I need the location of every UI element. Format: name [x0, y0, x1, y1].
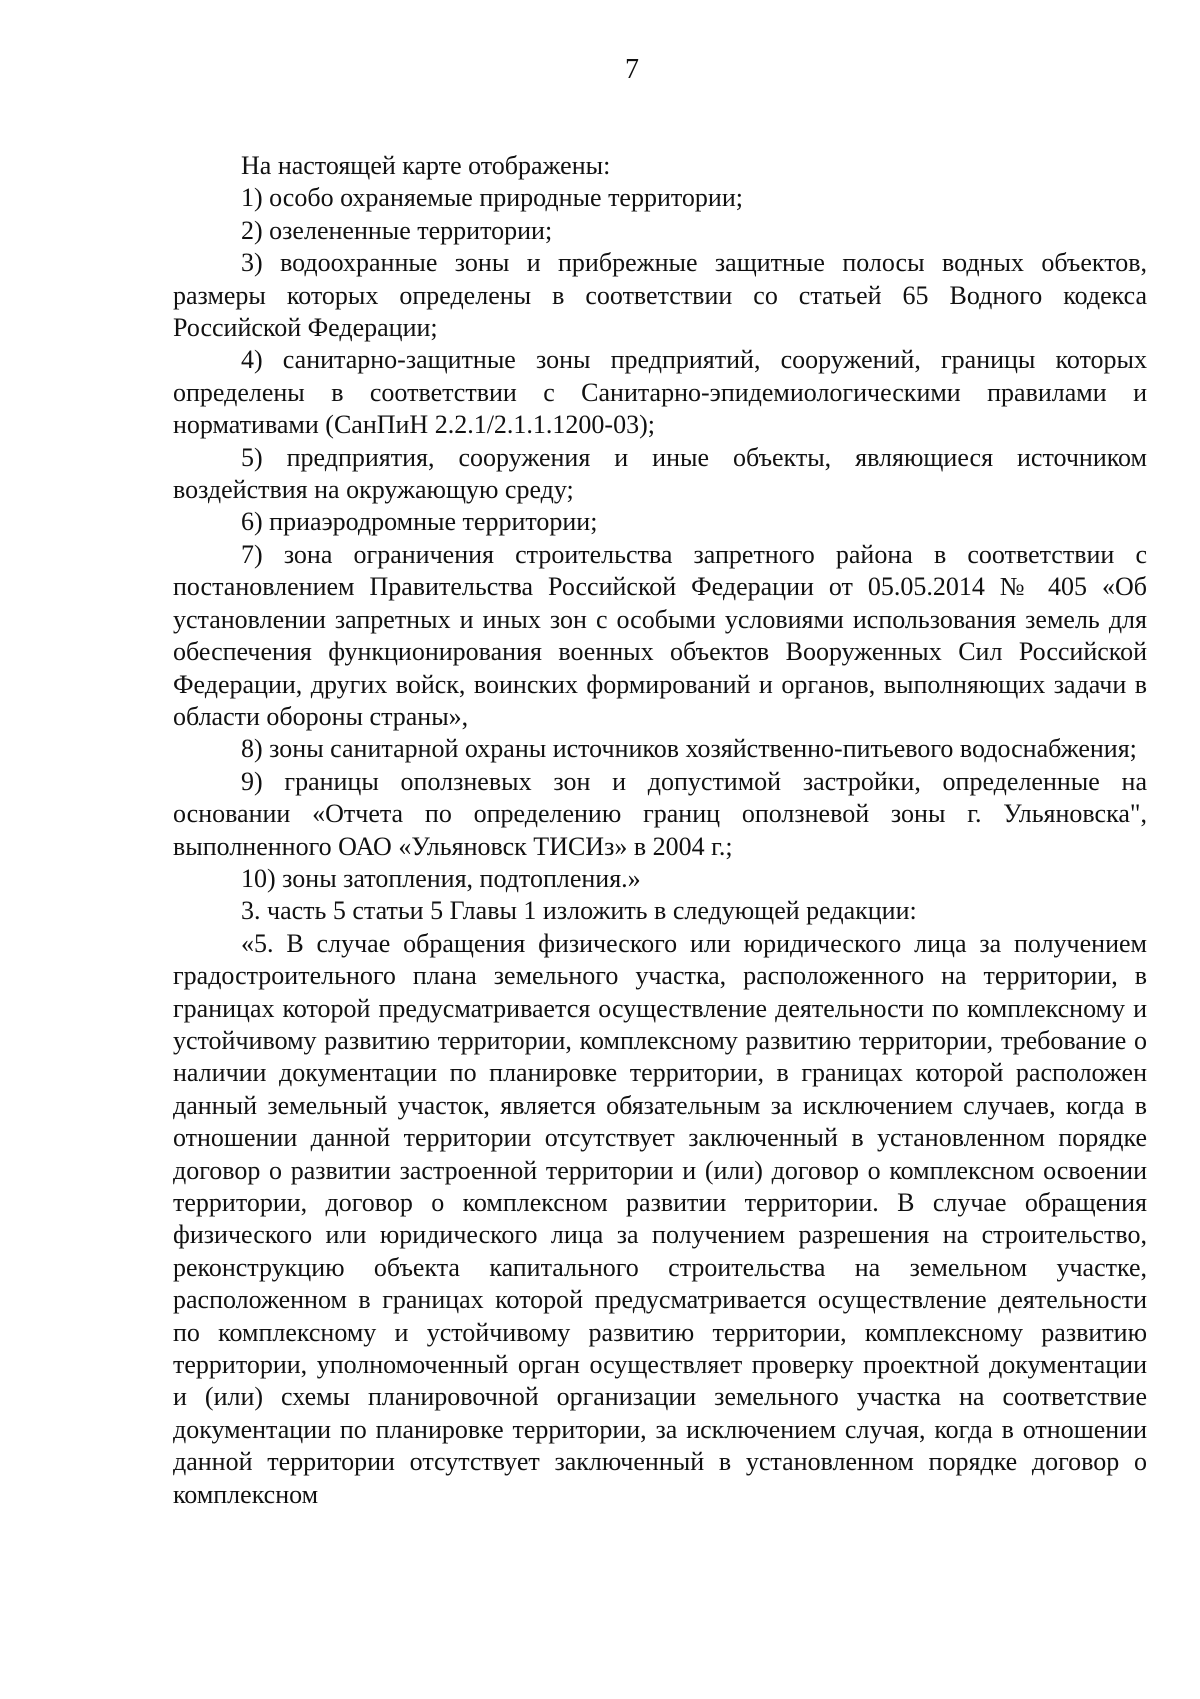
paragraph-intro: На настоящей карте отображены:	[241, 151, 611, 180]
paragraph-item-2: 2) озелененные территории;	[241, 215, 553, 245]
paragraph-item-8: 8) зоны санитарной охраны источников хозяйственно-питьевого водоснабжения;	[241, 734, 1137, 764]
document-body	[173, 150, 1147, 1511]
paragraph-item-6: 6) приаэродромные территории;	[241, 507, 598, 537]
paragraph-item-3: 3) водоохранные зоны и прибрежные защитные полосы водных объектов, размеры которых определены в соответствии со статьей 65 Водного кодекса Российской Федерации;	[173, 248, 1147, 343]
paragraph-part-5: «5. В случае обращения физического или юридического лица за получением градостроительного плана земельного участка, расположенного на территории, в границах которой предусматривается осуществление деятельности по комплексному и устойчивому развитию территории, комплексному развитию территории, требование о наличии документации по планировке территории, в границах которой расположен данный земельный участок, является обязательным за исключением случаев, когда в отношении данной территории отсутствует заключенный в установленном порядке договор о развитии застроенной территории и (или) договор о комплексном освоении территории, договор о комплексном развитии территории. В случае обращения физического или юридического лица за получением разрешения на строительство, реконструкцию объекта капитального строительства на земельном участке, расположенном в границах которой предусматривается осуществление деятельности по комплексному и устойчивому развитию территории, комплексному развитию территории, уполномоченный орган осуществляет проверку проектной документации и (или) схемы планировочной организации земельного участка на соответствие документации по планировке территории, за исключением случая, когда в отношении данной территории отсутствует заключенный в установленном порядке договор о комплексном	[173, 928, 1147, 1509]
paragraph-item-7: 7) зона ограничения строительства запретного района в соответствии с постановлением Правительства Российской Федерации от 05.05.2014 № 405 «Об установлении запретных и иных зон с особыми условиями использования земель для обеспечения функционирования военных объектов Вооруженных Сил Российской Федерации, других войск, воинских формирований и органов, выполняющих задачи в области обороны страны»,	[173, 539, 1147, 731]
paragraph-item-10: 10) зоны затопления, подтопления.»	[241, 863, 641, 893]
paragraph-item-1: 1) особо охраняемые природные территории;	[241, 183, 743, 213]
paragraph-item-9: 9) границы оползневых зон и допустимой застройки, определенные на основании «Отчета по определению границ оползневой зоны г. Ульяновска", выполненного ОАО «Ульяновск ТИСИз» в 2004 г.;	[173, 766, 1147, 861]
page-number: 7	[625, 54, 639, 85]
paragraph-amendment-3: 3. часть 5 статьи 5 Главы 1 изложить в следующей редакции:	[241, 896, 917, 926]
paragraph-item-4: 4) санитарно-защитные зоны предприятий, сооружений, границы которых определены в соответствии с Санитарно-эпидемиологическими правилами и нормативами (СанПиН 2.2.1/2.1.1.1200-03);	[173, 345, 1147, 440]
paragraph-item-5: 5) предприятия, сооружения и иные объекты, являющиеся источником воздействия на окружающую среду;	[173, 442, 1147, 505]
